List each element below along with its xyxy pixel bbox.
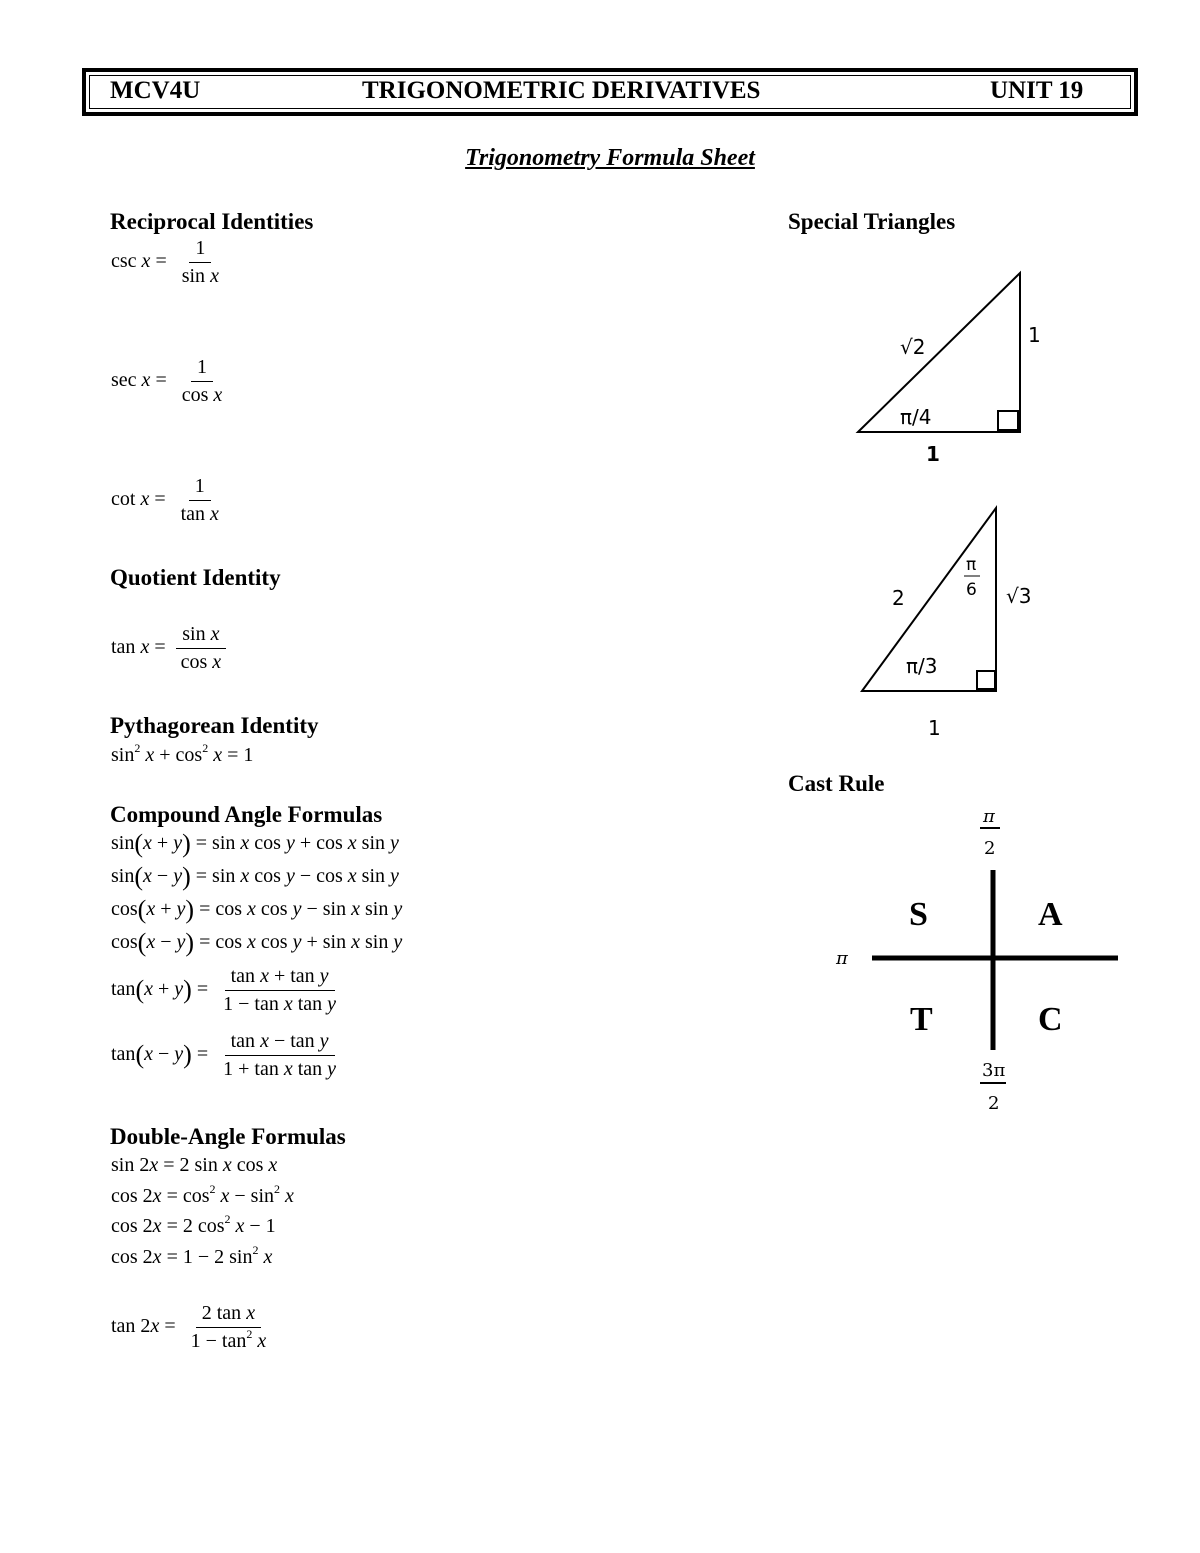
heading-special-triangles: Special Triangles: [788, 209, 956, 234]
triangle1-base-label: 1: [926, 442, 940, 466]
formula-csc: csc x = $\frac{1}{\text{sin x}}$: [111, 237, 219, 287]
formula-sin-diff: sin(x − y) = sin x cos y − cos x sin y: [111, 862, 399, 891]
unit-label: UNIT 19: [990, 77, 1084, 104]
formula-tan-quotient: tan x = $\frac{\text{sin x}}{\text{cos x}}$: [111, 624, 227, 673]
cast-quadrant-a: A: [1038, 896, 1063, 933]
cast-bottom-den: 2: [988, 1093, 1000, 1114]
course-code: MCV4U: [110, 77, 201, 104]
formula-cos-double-2: cos 2x = 2 $\cos^2 x - 1$: [111, 1212, 276, 1237]
cast-quadrant-t: T: [910, 1001, 933, 1038]
formula-cos-diff: cos(x − y) = cos x cos y + sin x sin y: [111, 928, 403, 957]
formula-tan-double: tan 2x = $\frac{\text{2 tan x}}{1 - \tan^2 x}$: [111, 1302, 267, 1352]
heading-double: Double-Angle Formulas: [110, 1124, 346, 1149]
formula-sin-sum: sin(x + y) = sin x cos y + cos x sin y: [111, 829, 399, 858]
formula-cos-sum: cos(x + y) = cos x cos y − sin x sin y: [111, 895, 403, 924]
formula-tan-sum: tan(x + y) = $\frac{\text{tan x + tan y}}{\text{1 − tan x tan y}}$: [111, 965, 337, 1015]
triangle2-top-angle-num: π: [966, 555, 977, 575]
cast-left-label: π: [836, 948, 848, 969]
header-box: [82, 68, 1138, 116]
triangle1-angle-label: π/4: [900, 405, 932, 429]
cast-top-den: 2: [984, 838, 996, 859]
cast-quadrant-c: C: [1038, 1001, 1063, 1038]
heading-compound: Compound Angle Formulas: [110, 802, 383, 827]
triangle-45-45-90: [840, 262, 1060, 472]
cast-quadrant-s: S: [909, 896, 928, 933]
cast-top-num: π: [983, 806, 995, 827]
formula-pythagorean: $\sin^2 x + \cos^2 x = 1$: [111, 741, 254, 766]
triangle2-vertical-label: √3: [1006, 584, 1032, 608]
topic-title: TRIGONOMETRIC DERIVATIVES: [362, 77, 761, 104]
triangle2-base-label: 1: [928, 716, 941, 740]
heading-reciprocal: Reciprocal Identities: [110, 209, 314, 234]
heading-cast-rule: Cast Rule: [788, 771, 885, 796]
triangle-30-60-90: [840, 498, 1060, 743]
heading-pythagorean: Pythagorean Identity: [110, 713, 319, 738]
page-title: Trigonometry Formula Sheet: [465, 145, 755, 171]
triangle2-hypotenuse-label: 2: [892, 586, 905, 610]
formula-tan-diff: tan(x − y) = $\frac{\text{tan x − tan y}}{\text{1 + tan x tan y}}$: [111, 1030, 337, 1080]
cast-bottom-num: 3π: [982, 1060, 1006, 1081]
triangle1-hypotenuse-label: √2: [900, 335, 926, 359]
cast-rule-diagram: [820, 800, 1130, 1120]
heading-quotient: Quotient Identity: [110, 565, 281, 590]
formula-cos-double-1: $\cos 2x = \cos^2 x - \sin^2 x$: [111, 1182, 294, 1207]
formula-cot: cot x = $\frac{1}{\text{tan x}}$: [111, 475, 219, 525]
triangle2-top-angle-den: 6: [966, 580, 977, 600]
triangle1-vertical-label: 1: [1028, 323, 1041, 347]
triangle2-bottom-angle-label: π/3: [906, 654, 938, 678]
formula-cos-double-3: cos 2x = 1 − 2 $\sin^2 x$: [111, 1243, 273, 1268]
formula-sin-double: sin 2x = 2 sin x cos x: [111, 1154, 278, 1176]
formula-sec: sec x = $\frac{1}{\text{cos x}}$: [111, 356, 223, 406]
